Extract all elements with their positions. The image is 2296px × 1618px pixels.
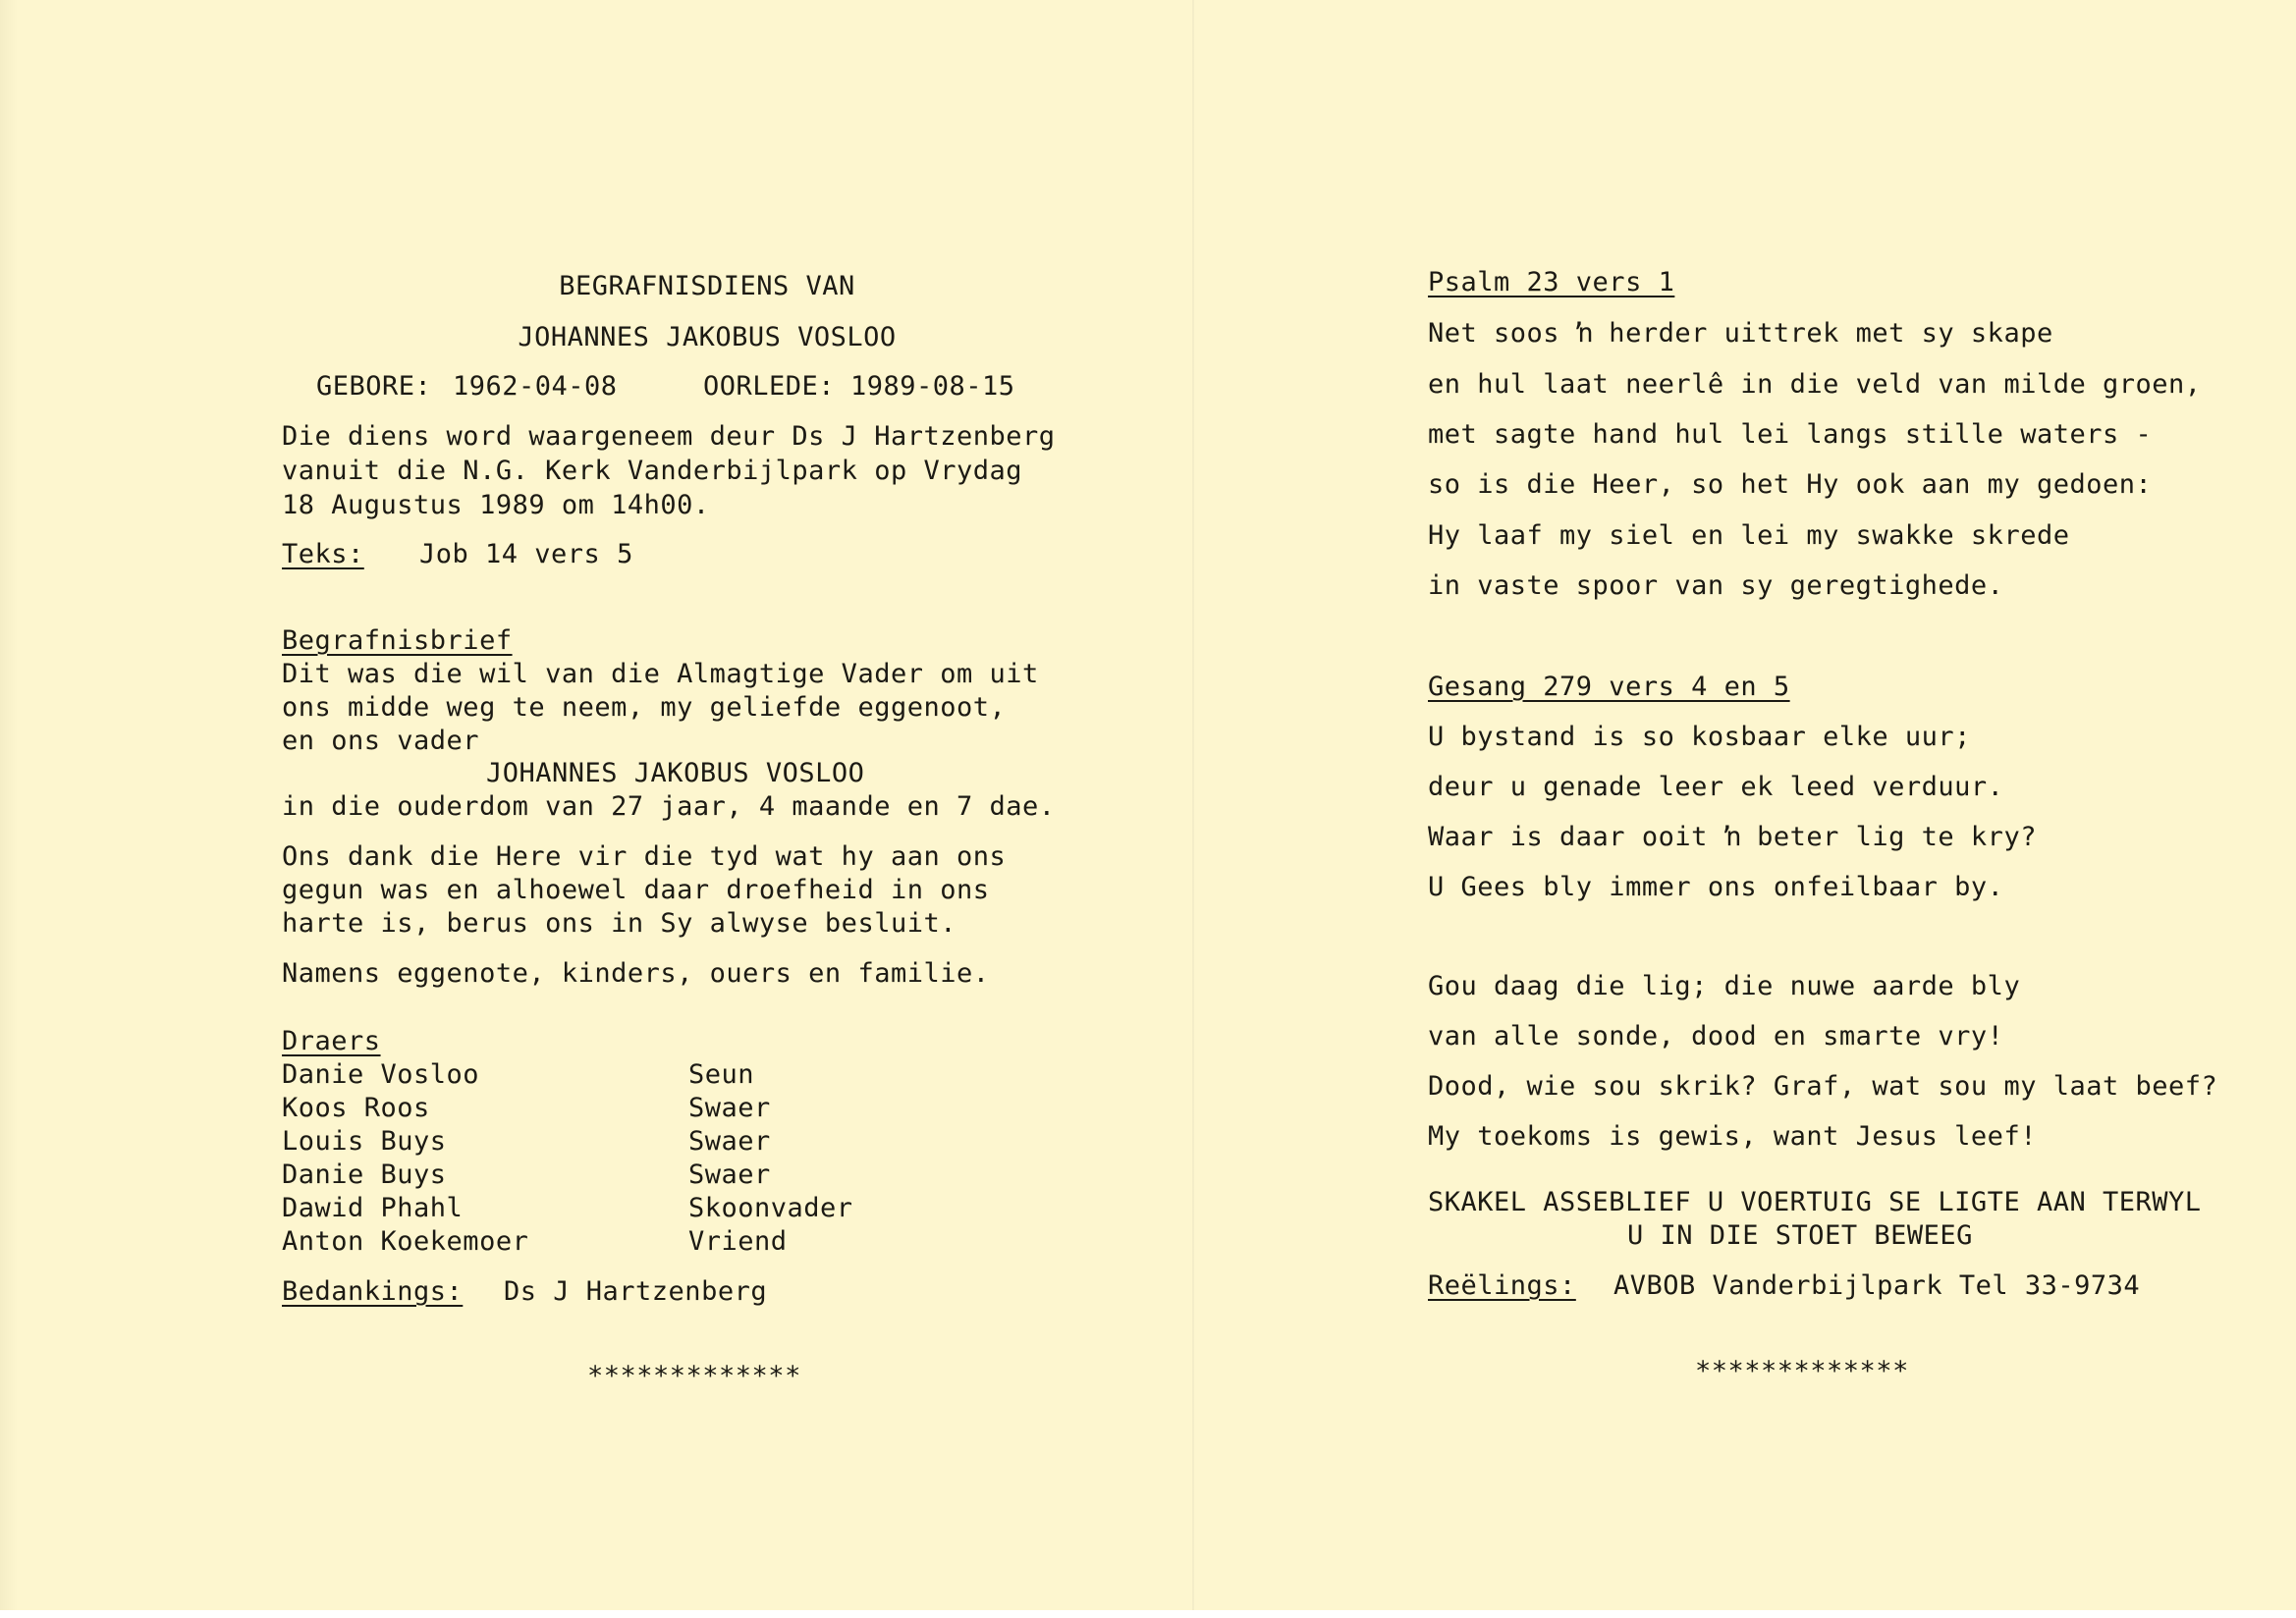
bearer-row xyxy=(282,1125,969,1159)
died-label: OORLEDE: xyxy=(703,371,836,402)
text-label: Teks: xyxy=(282,539,364,569)
bearer-relation: Swaer xyxy=(688,1126,771,1157)
letter-heading: Begrafnisbrief xyxy=(282,625,513,656)
psalm-line-5: Hy laaf my siel en lei my swakke skrede xyxy=(1428,520,2070,551)
bearer-relation: Seun xyxy=(688,1059,755,1090)
notice-line-1: SKAKEL ASSEBLIEF U VOERTUIG SE LIGTE AAN TERWYL xyxy=(1428,1187,2202,1217)
bearer-name: Dawid Phahl xyxy=(282,1193,464,1223)
bearer-name: Koos Roos xyxy=(282,1093,430,1123)
psalm-line-6: in vaste spoor van sy geregtighede. xyxy=(1428,570,2004,601)
right-stars-divider: ************* xyxy=(1695,1356,1909,1386)
bearer-relation: Swaer xyxy=(688,1093,771,1123)
service-line-2: vanuit die N.G. Kerk Vanderbijlpark op Vrydag xyxy=(282,456,1022,486)
hymn-heading: Gesang 279 vers 4 en 5 xyxy=(1428,672,1790,702)
hymn-verse1-line-1: U bystand is so kosbaar elke uur; xyxy=(1428,722,1971,752)
notice-line-2: U IN DIE STOET BEWEEG xyxy=(1627,1220,1973,1251)
letter-line-3: en ons vader xyxy=(282,726,480,756)
letter-age: in die ouderdom van 27 jaar, 4 maande en 7 dae. xyxy=(282,791,1056,822)
bearers-list xyxy=(282,1058,969,1259)
bearer-relation: Vriend xyxy=(688,1226,788,1257)
acknowledgements-value: Ds J Hartzenberg xyxy=(504,1276,768,1307)
arrangements-label: Reëlings: xyxy=(1428,1270,1576,1301)
bearer-row xyxy=(282,1159,969,1192)
bearer-name: Danie Buys xyxy=(282,1160,447,1190)
psalm-line-1: Net soos ŉ herder uittrek met sy skape xyxy=(1428,318,2053,349)
hymn-verse2-line-4: My toekoms is gewis, want Jesus leef! xyxy=(1428,1121,2037,1152)
bearer-row xyxy=(282,1058,969,1092)
bearer-name: Anton Koekemoer xyxy=(282,1226,529,1257)
bearer-relation: Swaer xyxy=(688,1160,771,1190)
hymn-verse1-line-3: Waar is daar ooit ŉ beter lig te kry? xyxy=(1428,822,2037,852)
deceased-name: JOHANNES JAKOBUS VOSLOO xyxy=(518,322,897,352)
letter-line-1: Dit was die wil van die Almagtige Vader om uit xyxy=(282,659,1039,689)
bearer-name: Louis Buys xyxy=(282,1126,447,1157)
bearer-row xyxy=(282,1225,969,1259)
hymn-verse2-line-2: van alle sonde, dood en smarte vry! xyxy=(1428,1021,2004,1052)
family-line: Namens eggenote, kinders, ouers en familie. xyxy=(282,958,990,989)
right-page xyxy=(1194,0,2296,1618)
acknowledgements-label: Bedankings: xyxy=(282,1276,464,1307)
hymn-verse2-line-1: Gou daag die lig; die nuwe aarde bly xyxy=(1428,971,2021,1001)
bearer-name: Danie Vosloo xyxy=(282,1059,480,1090)
letter-name: JOHANNES JAKOBUS VOSLOO xyxy=(486,758,865,788)
bearers-heading: Draers xyxy=(282,1026,381,1056)
text-value: Job 14 vers 5 xyxy=(419,539,633,569)
service-title: BEGRAFNISDIENS VAN xyxy=(559,271,855,301)
service-line-3: 18 Augustus 1989 om 14h00. xyxy=(282,490,710,520)
died-date: 1989-08-15 xyxy=(850,371,1015,402)
born-label: GEBORE: xyxy=(316,371,432,402)
arrangements-value: AVBOB Vanderbijlpark Tel 33-9734 xyxy=(1613,1270,2141,1301)
service-line-1: Die diens word waargeneem deur Ds J Hartzenberg xyxy=(282,421,1056,452)
thanks-line-1: Ons dank die Here vir die tyd wat hy aan ons xyxy=(282,841,1007,872)
letter-line-2: ons midde weg te neem, my geliefde eggenoot, xyxy=(282,692,1007,723)
bearer-row xyxy=(282,1192,969,1225)
left-stars-divider: ************* xyxy=(587,1361,801,1391)
bearer-relation: Skoonvader xyxy=(688,1193,853,1223)
psalm-line-4: so is die Heer, so het Hy ook aan my gedoen: xyxy=(1428,469,2153,500)
hymn-verse2-line-3: Dood, wie sou skrik? Graf, wat sou my laat beef? xyxy=(1428,1071,2218,1102)
psalm-heading: Psalm 23 vers 1 xyxy=(1428,267,1675,297)
hymn-verse1-line-4: U Gees bly immer ons onfeilbaar by. xyxy=(1428,872,2004,902)
psalm-line-2: en hul laat neerlê in die veld van milde groen, xyxy=(1428,369,2202,400)
thanks-line-3: harte is, berus ons in Sy alwyse besluit. xyxy=(282,908,957,939)
psalm-line-3: met sagte hand hul lei langs stille waters - xyxy=(1428,419,2153,450)
bearer-row xyxy=(282,1092,969,1125)
hymn-verse1-line-2: deur u genade leer ek leed verduur. xyxy=(1428,772,2004,802)
thanks-line-2: gegun was en alhoewel daar droefheid in ons xyxy=(282,875,990,905)
born-date: 1962-04-08 xyxy=(453,371,618,402)
